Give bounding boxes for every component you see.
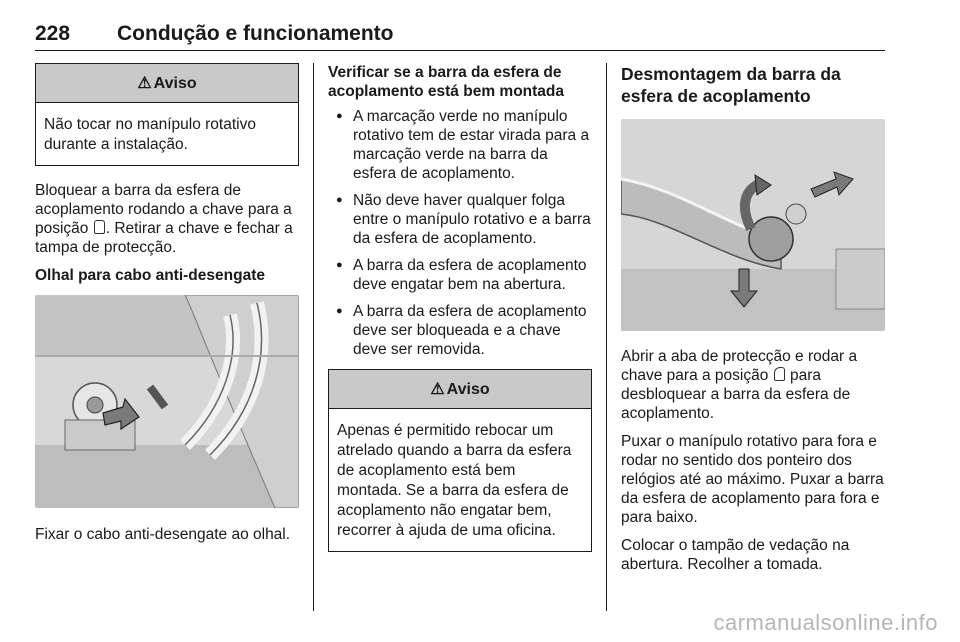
- warning-text: Apenas é permitido rebocar um atrelado quando a barra da esfera de acoplamento está bem montada. Se a barra da esfera de acoplamento não engatar bem, recorrer à ajuda de uma oficina.: [337, 422, 572, 539]
- tow-bar-removal-photo: [621, 119, 885, 331]
- chapter-title: Condução e funcionamento: [117, 22, 394, 45]
- check-list: [328, 107, 592, 359]
- list-item: ● A barra da esfera de acoplamento deve engatar bem na abertura.: [328, 256, 592, 294]
- anti-detach-eyelet-photo: [35, 295, 299, 508]
- list-item: ● A barra da esfera de acoplamento deve ser bloqueada e a chave deve ser removida.: [328, 302, 592, 359]
- lock-closed-icon: [94, 220, 105, 234]
- warning-header: [36, 64, 298, 103]
- paragraph-text: Abrir a aba de protecção e rodar a chave para a posição: [621, 348, 858, 384]
- list-item: ● A marcação verde no manípulo rotativo tem de estar virada para a marcação verde na barra da esfera de acoplamento.: [328, 107, 592, 183]
- warning-title: Aviso: [153, 75, 197, 92]
- page-header: [35, 18, 885, 51]
- paragraph: [621, 347, 887, 423]
- section-heading: Verificar se a barra da esfera de acoplamento está bem montada: [328, 64, 565, 100]
- photo-caption: Fixar o cabo anti-desengate ao olhal.: [35, 526, 291, 543]
- lock-open-icon: [774, 367, 785, 381]
- warning-triangle-icon: ⚠: [137, 75, 152, 92]
- section-heading: Olhal para cabo anti-desengate: [35, 267, 265, 284]
- page-number: 228: [35, 22, 71, 45]
- column-divider: [313, 63, 314, 611]
- column-2: [328, 63, 592, 567]
- paragraph: Colocar o tampão de vedação na abertura. Recolher a tomada.: [621, 537, 850, 573]
- paragraph-text: . Retirar a chave e fechar a tampa de protecção.: [35, 220, 293, 256]
- paragraph: [35, 181, 299, 257]
- warning-header: [329, 370, 591, 409]
- column-1: [35, 63, 299, 553]
- column-divider: [606, 63, 607, 611]
- paragraph-text: Bloquear a barra da esfera de acoplamento rodando a chave para a posição: [35, 182, 292, 237]
- list-item: ● Não deve haver qualquer folga entre o manípulo rotativo e a barra da esfera de acoplamento.: [328, 191, 592, 248]
- section-heading: Desmontagem da barra da esfera de acoplamento: [621, 64, 841, 106]
- watermark: carmanualsonline.info: [713, 610, 938, 635]
- column-3: [621, 63, 887, 583]
- paragraph: Puxar o manípulo rotativo para fora e rodar no sentido dos ponteiro dos relógios até ao máximo. Puxar a barra da esfera de acoplamento para fora e para baixo.: [621, 433, 884, 526]
- warning-text: Não tocar no manípulo rotativo durante a instalação.: [44, 116, 256, 153]
- warning-box: [328, 369, 592, 552]
- warning-title: Aviso: [446, 381, 490, 398]
- paragraph-text: para desbloquear a barra da esfera de acoplamento.: [621, 367, 851, 422]
- warning-triangle-icon: ⚠: [430, 381, 445, 398]
- warning-box: [35, 63, 299, 166]
